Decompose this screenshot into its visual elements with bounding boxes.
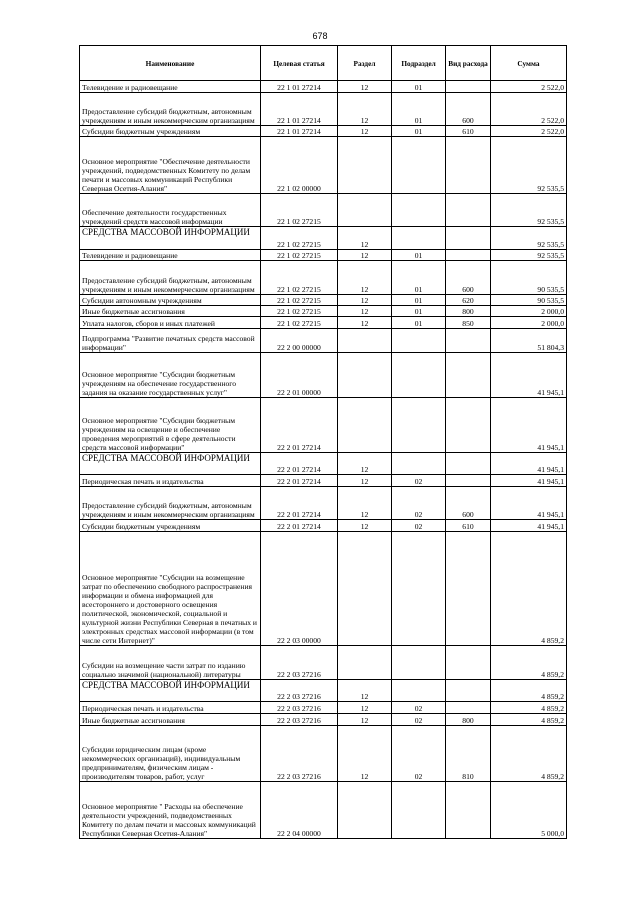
row-code-cell: 22 1 02 27215 [261, 306, 338, 317]
row-sum-cell: 4 859,2 [491, 702, 567, 714]
row-sum-cell: 41 945,1 [491, 487, 567, 520]
table-row [80, 714, 567, 726]
row-sum-cell: 2 522,0 [491, 126, 567, 137]
row-section-cell: 12 [338, 227, 392, 250]
row-type-cell: 600 [446, 487, 491, 520]
row-section-cell: 12 [338, 306, 392, 317]
row-type-cell [446, 227, 491, 250]
row-type-cell [446, 250, 491, 261]
table-row [80, 227, 567, 250]
row-type-cell: 600 [446, 93, 491, 126]
row-section-cell [338, 398, 392, 453]
row-name-cell: Подпрограмма "Развитие печатных средств массовой информации" [80, 329, 261, 353]
row-sum-cell: 92 535,5 [491, 137, 567, 194]
row-section-cell: 12 [338, 93, 392, 126]
row-code-cell: 22 1 02 27215 [261, 227, 338, 250]
row-type-cell [446, 475, 491, 487]
table-row [80, 261, 567, 295]
row-name-cell: Основное мероприятие " Расходы на обеспечение деятельности учреждений, подведомственных Комитету по делам печати и массовых коммуникаций Республики Северная Осетия-Алания" [80, 782, 261, 839]
row-name-cell: Основное мероприятие "Субсидии бюджетным учреждениям на обеспечение государственного задания на оказание государственных услуг" [80, 353, 261, 398]
row-sum-cell: 90 535,5 [491, 261, 567, 295]
row-type-cell: 610 [446, 126, 491, 137]
row-name-cell: Субсидии юридическим лицам (кроме некоммерческих организаций), индивидуальным предпринимателям, физическим лицам - производителям товаров, работ, услуг [80, 726, 261, 782]
row-type-cell [446, 532, 491, 646]
row-code-cell: 22 1 02 27215 [261, 261, 338, 295]
row-section-cell: 12 [338, 487, 392, 520]
row-code-cell: 22 2 03 27216 [261, 714, 338, 726]
row-name-cell: Телевидение и радиовещание [80, 250, 261, 261]
row-name-cell: Субсидии бюджетным учреждениям [80, 126, 261, 137]
row-code-cell: 22 2 01 27214 [261, 475, 338, 487]
row-code-cell: 22 2 01 27214 [261, 520, 338, 532]
row-type-cell [446, 453, 491, 475]
row-code-cell: 22 2 03 27216 [261, 702, 338, 714]
row-section-cell [338, 353, 392, 398]
row-code-cell: 22 1 02 00000 [261, 137, 338, 194]
row-code-cell: 22 2 01 27214 [261, 453, 338, 475]
row-section-cell: 12 [338, 295, 392, 306]
table-row [80, 194, 567, 227]
row-subsection-cell: 01 [392, 250, 446, 261]
row-section-cell [338, 532, 392, 646]
row-type-cell: 800 [446, 306, 491, 317]
row-sum-cell: 90 535,5 [491, 295, 567, 306]
row-section-cell: 12 [338, 520, 392, 532]
row-code-cell: 22 2 03 27216 [261, 726, 338, 782]
row-sum-cell: 51 804,3 [491, 329, 567, 353]
row-subsection-cell: 02 [392, 726, 446, 782]
row-code-cell: 22 1 01 27214 [261, 126, 338, 137]
row-type-cell [446, 81, 491, 93]
row-type-cell: 810 [446, 726, 491, 782]
table-row [80, 487, 567, 520]
table-row [80, 250, 567, 261]
row-name-cell: Обеспечение деятельности государственных учреждений средств массовой информации [80, 194, 261, 227]
row-code-cell: 22 2 00 00000 [261, 329, 338, 353]
row-section-cell: 12 [338, 261, 392, 295]
row-section-cell [338, 782, 392, 839]
row-section-cell: 12 [338, 726, 392, 782]
row-code-cell: 22 1 02 27215 [261, 250, 338, 261]
row-sum-cell: 4 859,2 [491, 726, 567, 782]
row-name-cell: СРЕДСТВА МАССОВОЙ ИНФОРМАЦИИ [80, 680, 261, 702]
row-subsection-cell: 02 [392, 520, 446, 532]
table-row [80, 93, 567, 126]
table-row [80, 532, 567, 646]
row-sum-cell: 4 859,2 [491, 532, 567, 646]
row-type-cell: 600 [446, 261, 491, 295]
header-code: Целевая статья [261, 46, 338, 81]
table-row [80, 726, 567, 782]
row-subsection-cell: 01 [392, 295, 446, 306]
row-code-cell: 22 1 01 27214 [261, 81, 338, 93]
row-sum-cell: 2 000,0 [491, 306, 567, 317]
row-section-cell [338, 137, 392, 194]
row-code-cell: 22 2 03 00000 [261, 532, 338, 646]
row-sum-cell: 4 859,2 [491, 680, 567, 702]
row-name-cell: Предоставление субсидий бюджетным, автономным учреждениям и иным некоммерческим организациям [80, 93, 261, 126]
page-number: 678 [312, 31, 328, 41]
row-name-cell: Предоставление субсидий бюджетным, автономным учреждениям и иным некоммерческим организациям [80, 261, 261, 295]
table-row [80, 295, 567, 306]
table-row [80, 646, 567, 680]
row-subsection-cell: 01 [392, 317, 446, 329]
row-type-cell [446, 137, 491, 194]
table-row [80, 137, 567, 194]
row-subsection-cell: 02 [392, 487, 446, 520]
row-type-cell [446, 782, 491, 839]
row-subsection-cell [392, 353, 446, 398]
row-subsection-cell [392, 194, 446, 227]
row-subsection-cell [392, 329, 446, 353]
table-row [80, 306, 567, 317]
table-row [80, 520, 567, 532]
table-row [80, 453, 567, 475]
table-header [80, 46, 567, 81]
row-subsection-cell: 02 [392, 702, 446, 714]
row-code-cell: 22 2 03 27216 [261, 680, 338, 702]
table-body [80, 81, 567, 839]
table-row [80, 126, 567, 137]
row-name-cell: Периодическая печать и издательства [80, 475, 261, 487]
header-name: Наименование [80, 46, 261, 81]
row-subsection-cell: 01 [392, 126, 446, 137]
table-row [80, 317, 567, 329]
row-sum-cell: 41 945,1 [491, 353, 567, 398]
row-section-cell [338, 329, 392, 353]
row-type-cell [446, 398, 491, 453]
row-type-cell [446, 702, 491, 714]
row-subsection-cell: 01 [392, 261, 446, 295]
row-section-cell: 12 [338, 475, 392, 487]
row-name-cell: Основное мероприятие "Субсидии на возмещение затрат по обеспечению свободного распространения информации и обмена информацией для всестороннего и достоверного освещения политической, экономической, социальной и культурной жизни Республики Северная в печатных и электронных средствах массовой информации (в том числе сети Интернет)" [80, 532, 261, 646]
row-section-cell: 12 [338, 714, 392, 726]
row-name-cell: Основное мероприятие "Обеспечение деятельности учреждений, подведомственных Комитету по делам печати и массовых коммуникаций Республики Северная Осетия-Алания" [80, 137, 261, 194]
row-type-cell: 610 [446, 520, 491, 532]
row-subsection-cell [392, 227, 446, 250]
row-section-cell: 12 [338, 702, 392, 714]
row-subsection-cell [392, 782, 446, 839]
row-subsection-cell: 01 [392, 81, 446, 93]
row-code-cell: 22 1 01 27214 [261, 93, 338, 126]
table-row [80, 353, 567, 398]
row-section-cell [338, 646, 392, 680]
table-row [80, 398, 567, 453]
row-subsection-cell [392, 532, 446, 646]
row-name-cell: Периодическая печать и издательства [80, 702, 261, 714]
header-subsection: Подраздел [392, 46, 446, 81]
row-type-cell [446, 329, 491, 353]
row-sum-cell: 41 945,1 [491, 398, 567, 453]
table-row [80, 782, 567, 839]
row-name-cell: Телевидение и радиовещание [80, 81, 261, 93]
row-type-cell [446, 646, 491, 680]
row-name-cell: СРЕДСТВА МАССОВОЙ ИНФОРМАЦИИ [80, 227, 261, 250]
row-name-cell: Иные бюджетные ассигнования [80, 714, 261, 726]
row-name-cell: Субсидии на возмещение части затрат по изданию социально значимой (национальной) литературы [80, 646, 261, 680]
header-sum: Сумма [491, 46, 567, 81]
row-code-cell: 22 1 02 27215 [261, 295, 338, 306]
header-section: Раздел [338, 46, 392, 81]
row-type-cell [446, 353, 491, 398]
row-section-cell: 12 [338, 453, 392, 475]
row-section-cell: 12 [338, 317, 392, 329]
row-sum-cell: 4 859,2 [491, 714, 567, 726]
row-sum-cell: 41 945,1 [491, 520, 567, 532]
row-code-cell: 22 2 01 27214 [261, 398, 338, 453]
header-expense-type: Вид расхода [446, 46, 491, 81]
row-subsection-cell: 01 [392, 93, 446, 126]
row-sum-cell: 2 000,0 [491, 317, 567, 329]
row-subsection-cell: 02 [392, 714, 446, 726]
table-row [80, 680, 567, 702]
row-type-cell [446, 194, 491, 227]
row-subsection-cell [392, 646, 446, 680]
table-row [80, 329, 567, 353]
row-sum-cell: 92 535,5 [491, 227, 567, 250]
row-name-cell: Иные бюджетные ассигнования [80, 306, 261, 317]
row-subsection-cell: 02 [392, 475, 446, 487]
row-subsection-cell [392, 398, 446, 453]
row-section-cell: 12 [338, 126, 392, 137]
budget-table [79, 45, 567, 839]
row-name-cell: Предоставление субсидий бюджетным, автономным учреждениям и иным некоммерческим организациям [80, 487, 261, 520]
row-subsection-cell [392, 137, 446, 194]
row-subsection-cell [392, 453, 446, 475]
row-sum-cell: 2 522,0 [491, 81, 567, 93]
row-code-cell: 22 1 02 27215 [261, 194, 338, 227]
row-section-cell [338, 194, 392, 227]
row-name-cell: Основное мероприятие "Субсидии бюджетным учреждениям на освещение и обеспечение проведения мероприятий в сфере деятельности средств массовой информации" [80, 398, 261, 453]
row-section-cell: 12 [338, 680, 392, 702]
row-sum-cell: 4 859,2 [491, 646, 567, 680]
row-name-cell: Субсидии бюджетным учреждениям [80, 520, 261, 532]
row-sum-cell: 41 945,1 [491, 453, 567, 475]
table-row [80, 81, 567, 93]
row-code-cell: 22 2 03 27216 [261, 646, 338, 680]
row-type-cell: 800 [446, 714, 491, 726]
row-sum-cell: 2 522,0 [491, 93, 567, 126]
row-code-cell: 22 2 04 00000 [261, 782, 338, 839]
row-name-cell: Уплата налогов, сборов и иных платежей [80, 317, 261, 329]
row-name-cell: СРЕДСТВА МАССОВОЙ ИНФОРМАЦИИ [80, 453, 261, 475]
row-subsection-cell: 01 [392, 306, 446, 317]
row-name-cell: Субсидии автономным учреждениям [80, 295, 261, 306]
row-sum-cell: 41 945,1 [491, 475, 567, 487]
row-section-cell: 12 [338, 250, 392, 261]
row-sum-cell: 92 535,5 [491, 194, 567, 227]
row-sum-cell: 5 000,0 [491, 782, 567, 839]
row-section-cell: 12 [338, 81, 392, 93]
row-sum-cell: 92 535,5 [491, 250, 567, 261]
row-code-cell: 22 2 01 00000 [261, 353, 338, 398]
row-type-cell: 620 [446, 295, 491, 306]
row-type-cell: 850 [446, 317, 491, 329]
row-type-cell [446, 680, 491, 702]
table-row [80, 475, 567, 487]
table-row [80, 702, 567, 714]
row-subsection-cell [392, 680, 446, 702]
row-code-cell: 22 1 02 27215 [261, 317, 338, 329]
row-code-cell: 22 2 01 27214 [261, 487, 338, 520]
